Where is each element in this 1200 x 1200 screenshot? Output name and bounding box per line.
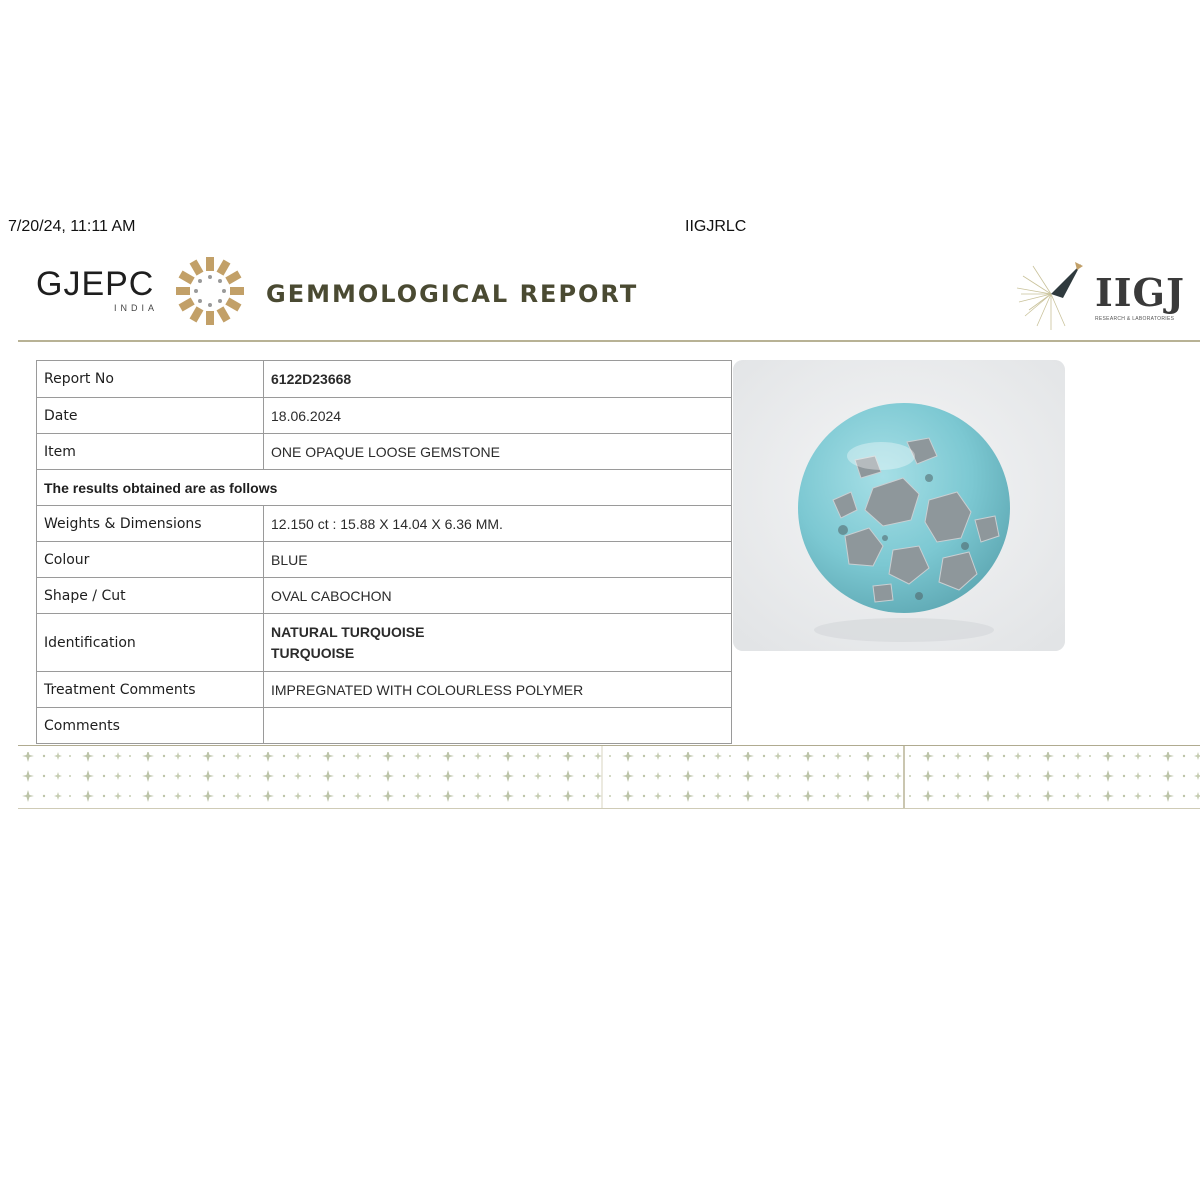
print-page-title: IIGJRLC <box>685 218 747 235</box>
report-no-label: Report No <box>37 361 264 398</box>
treatment-label: Treatment Comments <box>37 672 264 708</box>
table-row <box>37 398 732 434</box>
turquoise-cabochon-image <box>733 360 1065 651</box>
shape-label: Shape / Cut <box>37 578 264 614</box>
table-row <box>37 708 732 744</box>
table-row <box>37 578 732 614</box>
iigj-logo <box>1015 258 1200 333</box>
identification-value <box>264 614 732 672</box>
date-label: Date <box>37 398 264 434</box>
header-divider <box>18 340 1200 342</box>
browser-print-header <box>0 218 1200 240</box>
gjepc-logo-text: GJEPC <box>36 265 155 303</box>
table-row <box>37 542 732 578</box>
table-row <box>37 672 732 708</box>
date-value: 18.06.2024 <box>264 398 732 434</box>
gemstone-photo <box>733 360 1065 651</box>
item-label: Item <box>37 434 264 470</box>
identification-value-line2: TURQUOISE <box>271 644 355 661</box>
table-row <box>37 361 732 398</box>
gjepc-sunburst-icon <box>174 255 246 327</box>
identification-value-line1: NATURAL TURQUOISE <box>271 623 425 640</box>
item-value: ONE OPAQUE LOOSE GEMSTONE <box>264 434 732 470</box>
results-heading: The results obtained are as follows <box>37 470 732 506</box>
decorative-sparkle-band <box>18 745 1200 809</box>
identification-label: Identification <box>37 614 264 672</box>
table-row <box>37 470 732 506</box>
table-row <box>37 506 732 542</box>
table-row <box>37 434 732 470</box>
table-row <box>37 614 732 672</box>
comments-value <box>264 708 732 744</box>
iigj-star-burst-icon <box>1015 258 1095 333</box>
gjepc-logo <box>36 255 251 330</box>
colour-label: Colour <box>37 542 264 578</box>
report-title: GEMMOLOGICAL REPORT <box>266 280 639 308</box>
iigj-logo-text: IIGJ <box>1095 270 1185 315</box>
comments-label: Comments <box>37 708 264 744</box>
iigj-logo-subtext: RESEARCH & LABORATORIES <box>1095 316 1175 322</box>
colour-value: BLUE <box>264 542 732 578</box>
weights-value: 12.150 ct : 15.88 X 14.04 X 6.36 MM. <box>264 506 732 542</box>
gjepc-logo-subtext: INDIA <box>114 303 159 313</box>
weights-label: Weights & Dimensions <box>37 506 264 542</box>
shape-value: OVAL CABOCHON <box>264 578 732 614</box>
print-timestamp: 7/20/24, 11:11 AM <box>8 218 136 235</box>
report-no-value: 6122D23668 <box>264 361 732 398</box>
sparkle-pattern-icon <box>18 746 1200 808</box>
treatment-value: IMPREGNATED WITH COLOURLESS POLYMER <box>264 672 732 708</box>
report-table <box>36 360 732 744</box>
